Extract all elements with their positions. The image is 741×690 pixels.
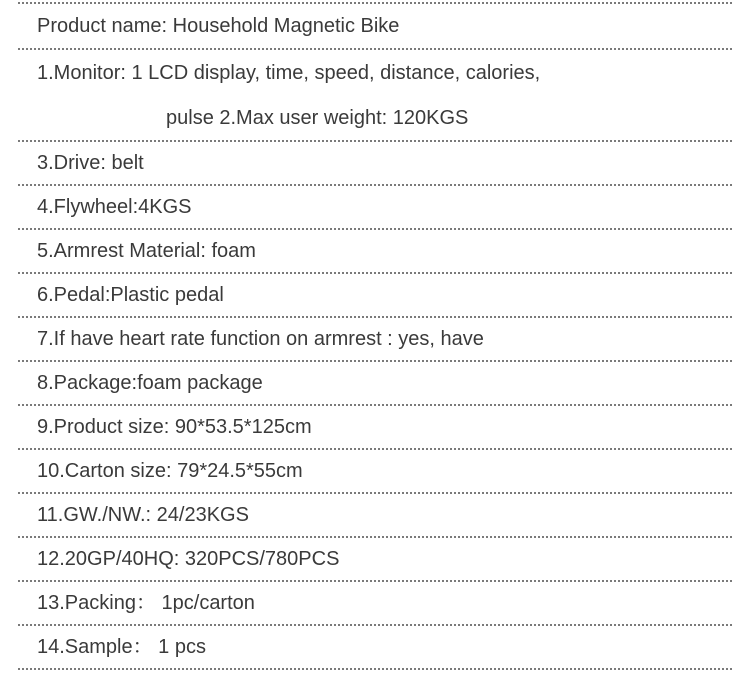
spec-text: 7.If have heart rate function on armrest : yes, have <box>37 328 484 350</box>
spec-row-drive <box>18 142 732 184</box>
spec-row-product-name <box>18 4 732 48</box>
spec-text-continued: pulse 2.Max user weight: 120KGS <box>166 106 469 129</box>
spec-text: 5.Armrest Material: foam <box>37 240 256 262</box>
spec-row-container-load <box>18 538 732 580</box>
spec-text: 1.Monitor: 1 LCD display, time, speed, distance, calories, <box>37 61 541 84</box>
spec-row-heart-rate <box>18 318 732 360</box>
spec-text: 11.GW./NW.: 24/23KGS <box>37 504 249 526</box>
spec-row-carton-size <box>18 450 732 492</box>
spec-row-package <box>18 362 732 404</box>
spec-text: 13.Packing： 1pc/carton <box>37 592 255 614</box>
spec-text: 4.Flywheel:4KGS <box>37 196 192 218</box>
spec-row-weight <box>18 494 732 536</box>
spec-row-sample <box>18 626 732 668</box>
spec-row-packing <box>18 582 732 624</box>
spec-text: 3.Drive: belt <box>37 152 144 174</box>
spec-row-armrest <box>18 230 732 272</box>
dotted-divider <box>18 668 732 670</box>
spec-text: 14.Sample： 1 pcs <box>37 636 206 658</box>
spec-row-pedal <box>18 274 732 316</box>
spec-text: Product name: Household Magnetic Bike <box>37 15 400 37</box>
spec-text: 10.Carton size: 79*24.5*55cm <box>37 460 303 482</box>
spec-text: 6.Pedal:Plastic pedal <box>37 284 224 306</box>
spec-text: 8.Package:foam package <box>37 372 263 394</box>
product-spec-list <box>18 2 732 670</box>
spec-row-monitor <box>18 50 732 140</box>
spec-text: 12.20GP/40HQ: 320PCS/780PCS <box>37 548 340 570</box>
spec-row-flywheel <box>18 186 732 228</box>
spec-row-product-size <box>18 406 732 448</box>
spec-text: 9.Product size: 90*53.5*125cm <box>37 416 312 438</box>
